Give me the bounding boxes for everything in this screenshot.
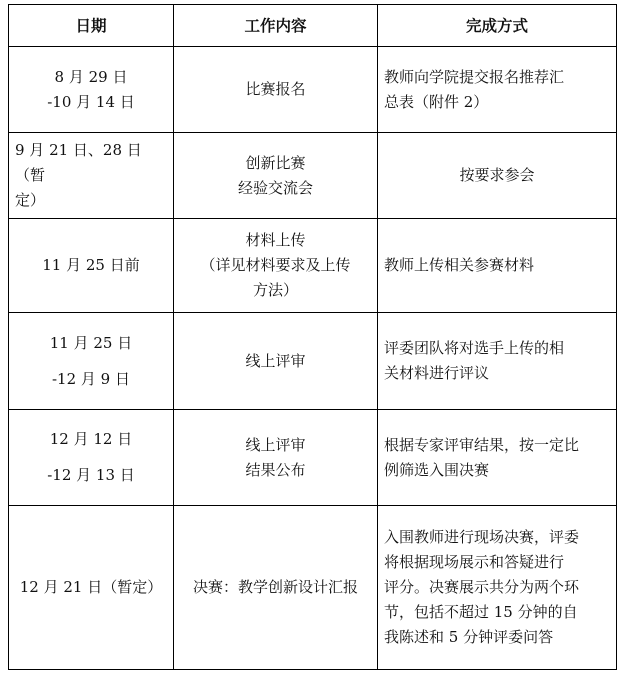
work-line: 材料上传 <box>245 231 306 249</box>
method-line: 根据专家评审结果，按一定比 <box>384 435 580 454</box>
table-row <box>9 410 617 506</box>
work-cell <box>174 506 378 670</box>
header-completion-method: 完成方式 <box>378 5 617 47</box>
date-line: -10 月 14 日 <box>47 92 135 111</box>
method-line: 关材料进行评议 <box>384 364 490 382</box>
table-row <box>9 219 617 313</box>
work-line: 决赛：教学创新设计汇报 <box>192 578 358 596</box>
method-line: 例筛选入围决赛 <box>384 460 490 479</box>
date-line: 11 月 25 日 <box>49 333 133 352</box>
date-line: 11 月 25 日前 <box>42 256 140 274</box>
method-cell <box>378 313 617 410</box>
method-line: 入围教师进行现场决赛，评委 <box>384 528 580 546</box>
table-row <box>9 506 617 670</box>
header-date: 日期 <box>9 5 174 47</box>
work-cell <box>174 47 378 133</box>
date-cell <box>9 219 174 313</box>
work-line: 经验交流会 <box>237 178 313 197</box>
date-line: 12 月 21 日（暂定） <box>19 578 163 596</box>
date-line: 定） <box>15 191 46 209</box>
work-line: 线上评审 <box>245 351 306 370</box>
method-cell <box>378 506 617 670</box>
date-line: -12 月 9 日 <box>51 369 130 388</box>
table-row <box>9 47 617 133</box>
method-line: 将根据现场展示和答疑进行 <box>384 553 565 571</box>
date-line: 9 月 21 日、28 日（暂 <box>15 141 142 184</box>
method-line: 教师向学院提交报名推荐汇 <box>384 67 565 86</box>
work-line: （详见材料要求及上传 <box>200 256 351 274</box>
date-line: -12 月 13 日 <box>47 466 135 484</box>
work-cell <box>174 133 378 219</box>
date-cell <box>9 133 174 219</box>
date-line: 8 月 29 日 <box>54 67 128 86</box>
table-row <box>9 133 617 219</box>
date-cell <box>9 313 174 410</box>
work-line: 结果公布 <box>245 460 306 479</box>
work-cell <box>174 313 378 410</box>
work-line: 创新比赛 <box>245 153 306 172</box>
method-line: 评分。决赛展示共分为两个环 <box>384 578 580 596</box>
method-line: 教师上传相关参赛材料 <box>384 256 535 274</box>
method-line: 我陈述和 5 分钟评委问答 <box>384 628 554 646</box>
schedule-table <box>8 4 617 670</box>
method-cell <box>378 219 617 313</box>
method-cell <box>378 47 617 133</box>
work-cell <box>174 410 378 506</box>
work-cell <box>174 219 378 313</box>
method-cell <box>378 133 617 219</box>
method-line: 评委团队将对选手上传的相 <box>384 339 565 357</box>
header-work-content: 工作内容 <box>174 5 378 47</box>
date-cell <box>9 410 174 506</box>
method-line: 总表（附件 2） <box>384 92 489 111</box>
date-cell <box>9 47 174 133</box>
work-line: 线上评审 <box>245 435 306 454</box>
date-cell <box>9 506 174 670</box>
table-row <box>9 313 617 410</box>
work-line: 比赛报名 <box>245 80 306 98</box>
work-line: 方法） <box>252 281 298 299</box>
date-line: 12 月 12 日 <box>49 430 133 448</box>
method-line: 按要求参会 <box>459 166 535 184</box>
method-line: 节，包括不超过 15 分钟的自 <box>384 603 578 621</box>
table-header-row <box>9 5 617 47</box>
method-cell <box>378 410 617 506</box>
